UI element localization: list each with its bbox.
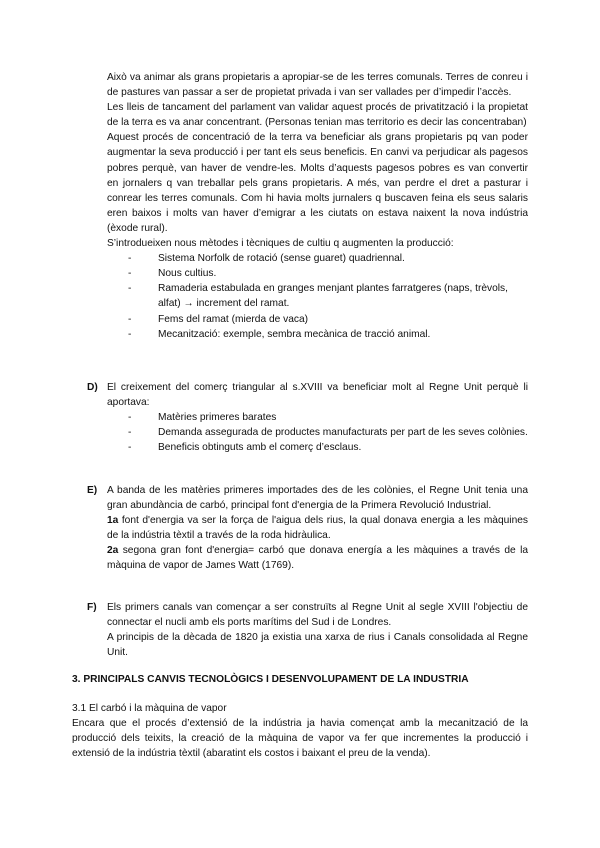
list-item: - Nous cultius.	[128, 268, 217, 280]
section-e-text: A banda de les matèries primeres importades des de les colònies, el Regne Unit tenia una gran abundància de carbó, principal font d'energia de la Primera Revolució Industrial.	[107, 485, 528, 512]
list-item: - Demanda assegurada de productes manufacturats per part de les seves colònies.	[128, 427, 528, 439]
list-item: - Mecanització: exemple, sembra mecànica de tracció animal.	[128, 328, 431, 340]
subsection-3-1-text: Encara que el procés d’extensió de la indústria ja havia començat amb la mecanització de la producció dels teixits, la creació de la màquina de vapor va fer que incrementes la producció i extensió de la indústria tèxtil (abaratint els costos i baixant el preu de la venda).	[72, 718, 528, 760]
section-e	[87, 483, 528, 574]
section-d-letter: D)	[87, 382, 98, 393]
intro-paragraph-1: Això va animar als grans propietaris a apropiar-se de les terres comunals. Terres de conreu i de pastures van passar a ser de propietat privada i van ser vallades per d’impedir l’accès.	[107, 72, 528, 99]
intro-methods-list	[128, 251, 528, 342]
intro-paragraph-2: Les lleis de tancament del parlament van validar aquest procés de privatització i la propietat de la terra es va anar concentrant. (Personas tenian mas territorio es decir las concentraban)	[107, 102, 528, 129]
section-f-text-1: Els primers canals van començar a ser construïts al Regne Unit al segle XVIII l'objectiu de connectar el nucli amb els ports marítims del Sud i de Londres.	[107, 602, 528, 629]
section-e-item-2: 2a segona gran font d'energia= carbó que donava energía a les màquines a través de la màquina de vapor de James Watt (1769).	[107, 545, 528, 572]
section-f-letter: F)	[87, 602, 97, 613]
intro-paragraph-3: Aquest procés de concentració de la terra va beneficiar als grans propietaris pq van poder augmentar la seva producció i per tant els seus beneficis. En canvi va perjudicar als pagesos pobres perquè, van haver de vendre-les. Molts d’aquests pagesos pobres es van convertir en jornalers q van treballar pels grans propietaris. A més, van perdre el dret a pasturar i conrear les terres comunals. Com hi havia molts jurnalers q buscaven feina els seus salaris eren baixos i molts van haver d’emigrar a les ciutats on estava naixent la nova indústria (èxode rural).	[107, 132, 528, 234]
subsection-3-1	[72, 701, 528, 761]
section-d-list	[128, 410, 528, 455]
list-item: - Beneficis obtinguts amb el comerç d’esclaus.	[128, 442, 362, 454]
subsection-3-1-title: 3.1 El carbó i la màquina de vapor	[72, 703, 227, 714]
section-f-text-2: A principis de la dècada de 1820 ja existia una xarxa de rius i Canals consolidada al Regne Unit.	[107, 632, 528, 659]
section-d-text: El creixement del comerç triangular al s.XVIII va beneficiar molt al Regne Unit perquè li aportava:	[107, 382, 528, 409]
list-item: - Fems del ramat (mierda de vaca)	[128, 313, 309, 325]
list-item: - Sistema Norfolk de rotació (sense guaret) quadriennal.	[128, 253, 405, 265]
section-3-heading: 3. PRINCIPALS CANVIS TECNOLÒGICS I DESENVOLUPAMENT DE LA INDUSTRIA	[72, 674, 469, 685]
intro-paragraph-4: S’introdueixen nous mètodes i tècniques de cultiu q augmenten la producció:	[107, 238, 454, 250]
section-e-item-1: 1a font d'energia va ser la força de l'aigua dels rius, la qual donava energia a les màquines de la indústria tèxtil a través de la roda hidràulica.	[107, 515, 528, 542]
section-d	[87, 380, 528, 455]
list-item: - Matèries primeres barates	[128, 412, 277, 424]
section-e-letter: E)	[87, 485, 98, 496]
intro-section	[107, 70, 528, 342]
list-item: - Ramaderia estabulada en granges menjant plantes farratgeres (naps, trèvols, alfat) → increment del ramat.	[128, 283, 508, 310]
section-f	[87, 600, 528, 660]
